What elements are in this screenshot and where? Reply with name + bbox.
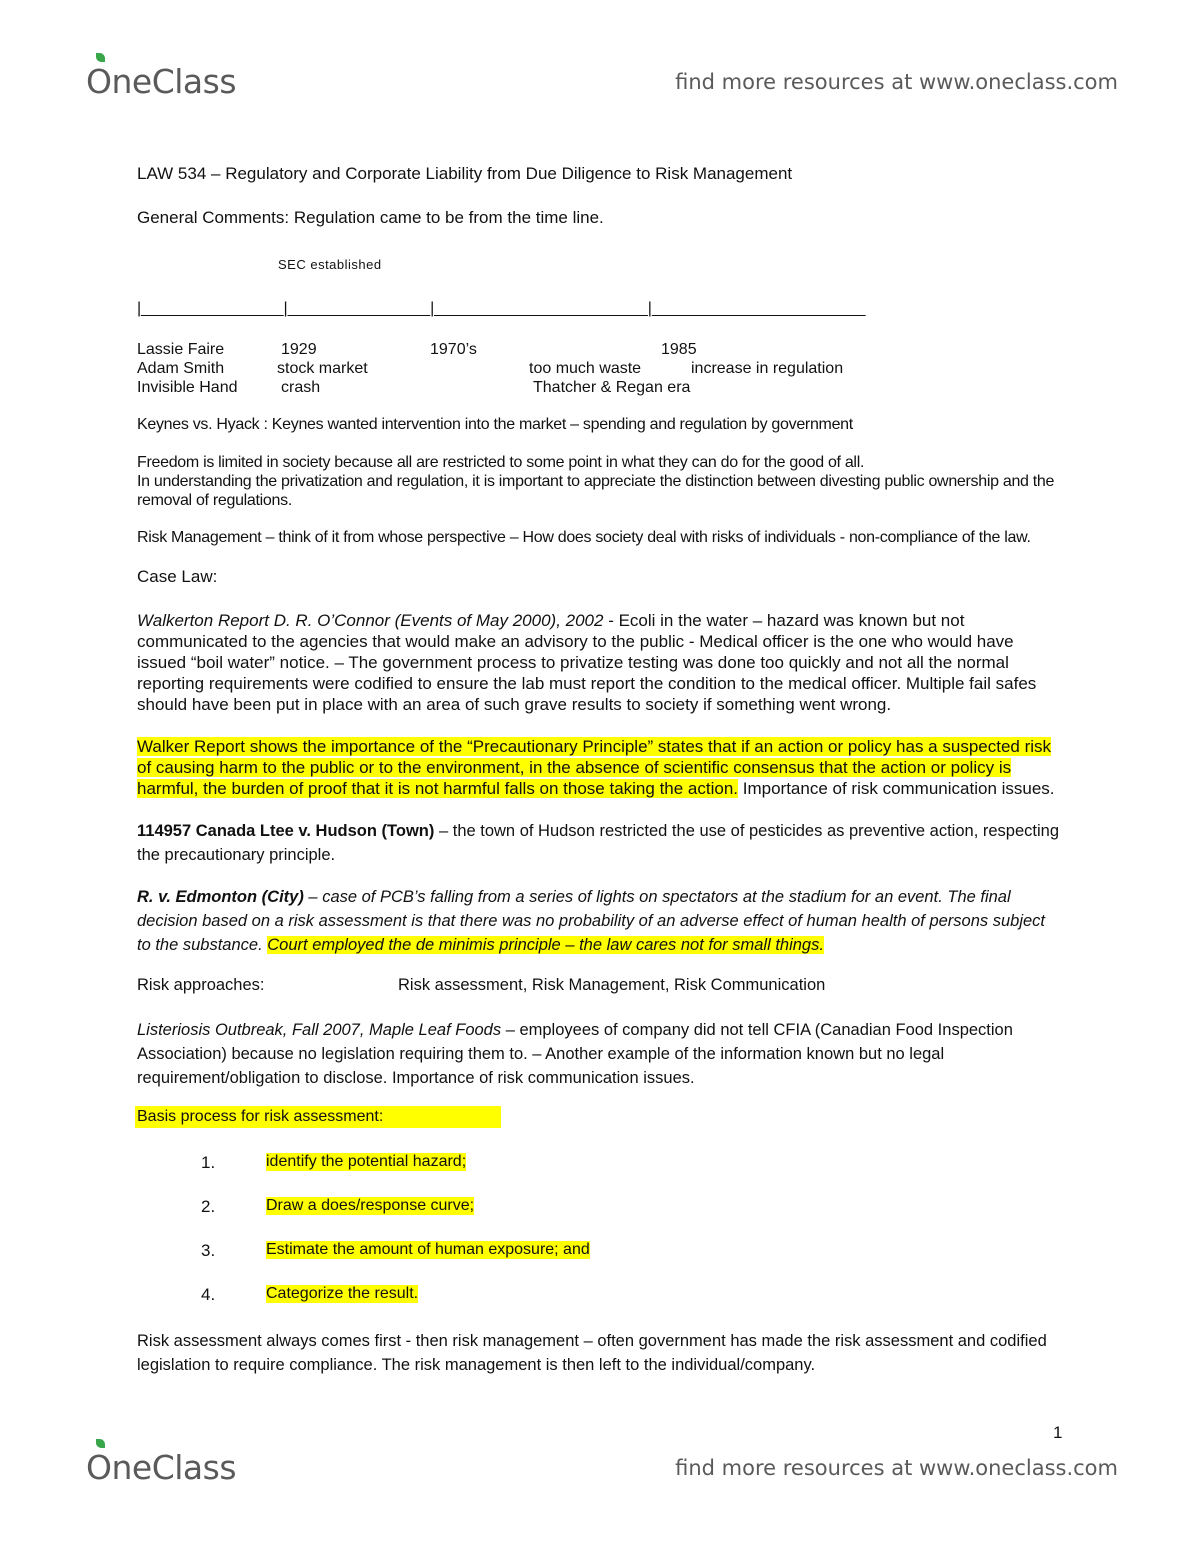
hudson-paragraph — [137, 819, 1062, 867]
step-number: 1. — [201, 1153, 216, 1172]
timeline-col3 — [430, 340, 477, 359]
edmonton-body: – case of PCB’s falling from a series of lights on spectators at the stadium for an event. The final decision based on a risk assessment is that there was no probability of an adverse effect of human health of persons subject to the substance. — [137, 888, 1046, 954]
walker-report-paragraph — [137, 736, 1062, 799]
freedom-line-1: Freedom is limited in society because all are restricted to some point in what they can do for the good of all. — [137, 454, 865, 471]
timeline-label: Thatcher & Regan era — [533, 379, 691, 396]
precautionary-highlight: Walker Report shows the importance of the “Precautionary Principle” states that if an action or policy has a suspected risk of causing harm to the public or to the environment, in the absence of scientific consensus that the action or policy is harmful, the burden of proof that it is not harmful falls on those taking the action. — [137, 737, 1052, 798]
step-text: Estimate the amount of human exposure; and — [266, 1241, 590, 1258]
timeline-label: Invisible Hand — [137, 379, 238, 396]
step-number: 4. — [201, 1285, 216, 1304]
hudson-body: – the town of Hudson restricted the use of pesticides as preventive action, respecting the precautionary principle. — [137, 822, 1059, 864]
timeline-label: 1929 — [281, 341, 317, 358]
edmonton-title: R. v. Edmonton (City) — [137, 888, 304, 906]
de-minimis-highlight: Court employed the de minimis principle – the law cares not for small things. — [267, 936, 824, 954]
leaf-icon — [96, 53, 105, 62]
timeline-col1 — [137, 340, 238, 397]
timeline-label: crash — [281, 379, 321, 396]
case-law-heading: Case Law: — [137, 567, 218, 586]
hudson-title: 114957 Canada Ltee v. Hudson (Town) — [137, 822, 435, 840]
freedom-paragraph — [137, 453, 1062, 510]
step-text: Draw a does/response curve; — [266, 1197, 475, 1214]
listeriosis-paragraph — [137, 1018, 1062, 1090]
general-comments: General Comments: Regulation came to be from the time line. — [137, 208, 604, 227]
step-number: 2. — [201, 1197, 216, 1216]
freedom-line-2: In understanding the privatization and regulation, it is important to appreciate the distinction between divesting public ownership and the removal of regulations. — [137, 473, 1055, 509]
edmonton-paragraph — [137, 885, 1062, 957]
timeline-col5 — [661, 340, 843, 378]
walkerton-title: Walkerton Report D. R. O’Connor (Events of May 2000), 2002 — [137, 611, 604, 630]
sec-label: SEC established — [278, 257, 382, 272]
timeline-label: stock market — [277, 360, 368, 377]
closing-paragraph: Risk assessment always comes first - then risk management – often government has made the risk assessment and codified legislation to require compliance. The risk management is then left to the individual/company. — [137, 1332, 1047, 1374]
timeline-label: Lassie Faire — [137, 341, 225, 358]
timeline-label: 1970’s — [430, 341, 477, 358]
step-text: Categorize the result. — [266, 1285, 419, 1302]
basis-heading: Basis process for risk assessment: — [135, 1106, 501, 1128]
timeline-line: |________________|________________|________________________|________________________ — [137, 300, 866, 317]
timeline-label: Adam Smith — [137, 360, 225, 377]
page-number: 1 — [1053, 1423, 1063, 1442]
logo-text: OneClass — [86, 1448, 237, 1487]
risk-management-paragraph: Risk Management – think of it from whose perspective – How does society deal with risks of individuals - non-compliance of the law. — [137, 529, 1031, 546]
walker-tail: Importance of risk communication issues. — [738, 779, 1055, 798]
document-title: LAW 534 – Regulatory and Corporate Liability from Due Diligence to Risk Management — [137, 164, 793, 183]
oneclass-logo[interactable] — [86, 62, 236, 101]
timeline-label: 1985 — [661, 341, 697, 358]
keynes-line: Keynes vs. Hyack : Keynes wanted intervention into the market – spending and regulation by government — [137, 416, 853, 433]
approaches-label: Risk approaches: — [137, 976, 265, 994]
header-resources-link[interactable]: find more resources at www.oneclass.com — [675, 70, 1118, 94]
listeriosis-body: – employees of company did not tell CFIA (Canadian Food Inspection Association) because no legislation requiring them to. – Another example of the information known but no legal requirement/obligation to disclose. Importance of risk communication issues. — [137, 1021, 1013, 1087]
timeline-label: too much waste — [529, 360, 642, 377]
step-text: identify the potential hazard; — [266, 1153, 467, 1170]
timeline-label: increase in regulation — [691, 360, 844, 377]
walkerton-body: - Ecoli in the water – hazard was known but not communicated to the agencies that would make an advisory to the public - Medical officer is the one who would have issued “boil water” notice. – The government process to privatize testing was done too quickly and not all the normal reporting requirements were codified to ensure the lab must report the condition to the medical officer. Multiple fail safes should have been put in place with an area of such grave results to society if something went wrong. — [137, 611, 1037, 714]
footer-resources-link[interactable]: find more resources at www.oneclass.com — [675, 1456, 1118, 1480]
logo-text: OneClass — [86, 62, 237, 101]
timeline-col2 — [277, 340, 368, 397]
step-number: 3. — [201, 1241, 216, 1260]
walkerton-paragraph — [137, 610, 1062, 715]
leaf-icon — [96, 1439, 105, 1448]
listeriosis-title: Listeriosis Outbreak, Fall 2007, Maple Leaf Foods — [137, 1021, 502, 1039]
oneclass-logo-footer[interactable] — [86, 1448, 236, 1487]
approaches-list: Risk assessment, Risk Management, Risk Communication — [398, 976, 826, 994]
